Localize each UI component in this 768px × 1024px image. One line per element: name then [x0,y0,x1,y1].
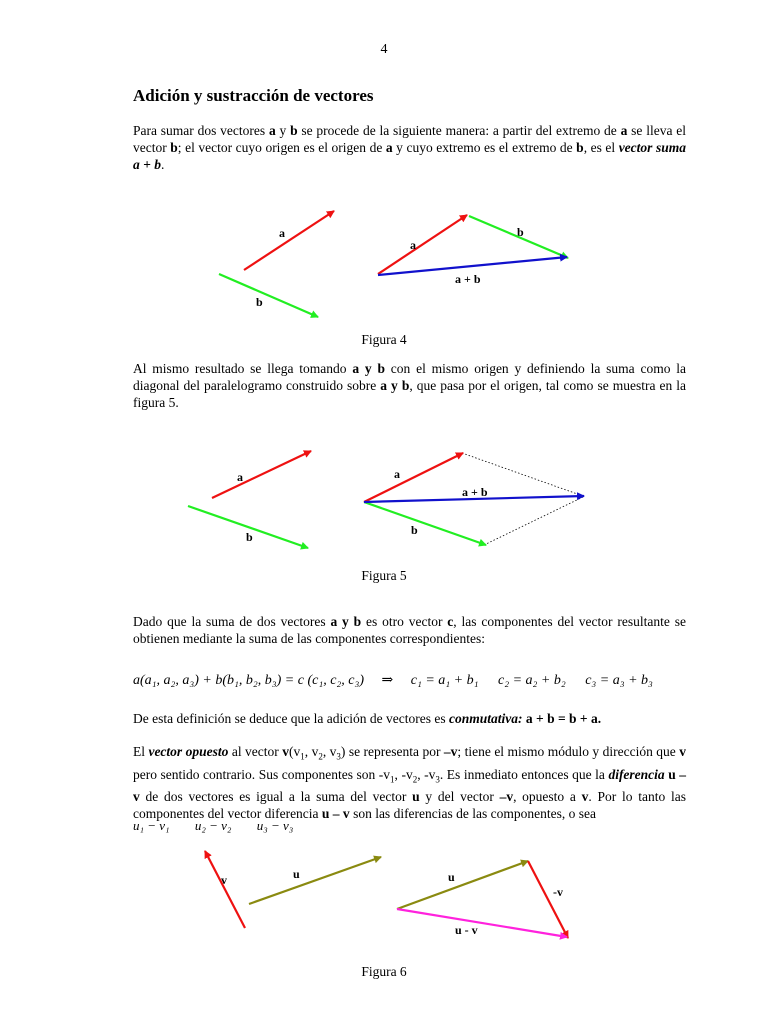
paragraph-commutative: De esta definición se deduce que la adición de vectores es conmutativa: a + b = b + a. [133,711,602,726]
component-differences [133,818,293,834]
formula-c2: c₂ = a₂ + b₂ [497,673,566,688]
diff-1: u₁ − v₁ [133,818,170,833]
diff-3: u₃ − v₃ [256,818,294,833]
label-b2: b [517,225,524,239]
label-b: b [246,530,253,544]
label-a2: a [410,238,416,252]
label-a: a [237,470,243,484]
page-number: 4 [380,42,388,57]
figure-6 [205,851,568,938]
label-b2: b [411,523,418,537]
section-title: Adición y sustracción de vectores [133,86,374,105]
formula-lhs: a(a₁, a₂, a₃) + b(b₁, b₂, b₃) = c (c₁, c₂, c₃) [133,673,365,688]
label-a: a [279,226,285,240]
component-formula [133,672,653,689]
paragraph-components: Dado que la suma de dos vectores a y b es otro vector c, las componentes del vector resultante se obtienen mediante la suma de las componentes correspondientes: [133,614,686,646]
label-sum: a + b [462,485,488,499]
label-u: u [293,867,300,881]
vector-diff [397,909,567,937]
vector-a [212,451,311,498]
vector-negv [528,861,568,938]
figure-6-caption: Figura 6 [361,964,407,979]
label-v: v [221,873,227,887]
vector-u-tail [397,861,528,909]
paragraph-parallelogram: Al mismo resultado se llega tomando a y b con el mismo origen y definiendo la suma como la diagonal del paralelogramo construido sobre a y b, que pasa por el origen, tal como se muestra en la figura 5. [133,361,687,410]
vector-b-parallelogram [364,502,486,545]
vector-a-parallelogram [364,453,463,502]
vector-b [219,274,318,317]
vector-a-tail [378,215,467,274]
label-b: b [256,295,263,309]
label-sum: a + b [455,272,481,286]
label-u2: u [448,870,455,884]
figure-5 [188,451,584,548]
implies-symbol: ⇒ [381,673,394,688]
paragraph-vector-sum: Para sumar dos vectores a y b se procede de la siguiente manera: a partir del extremo de a se lleva el vector b; el vector cuyo origen es el origen de a y cuyo extremo es el extremo de b, es el vector suma a + b. [133,123,687,172]
dotted-side-2 [484,497,583,545]
paragraph-opposite-vector: El vector opuesto al vector $v(v_1$, $v_2$, $v_3$) se representa por –v; tiene el mismo módulo y dirección que v pero sentido contrario. Sus componentes son $-v_1$, $-v_2$, $-v_3$. Es inmediato entonces que la diferencia u – v de dos vectores es igual a la suma del vector u y del vector –v, opuesto a v. Por lo tanto las componentes del vector diferencia u – v son las diferencias de las componentes, o sea [133,744,687,822]
vector-u [249,857,381,904]
figure-4-caption: Figura 4 [361,332,407,347]
vector-v [205,851,245,928]
figure-4 [219,211,568,317]
diff-2: u₂ − v₂ [194,818,232,833]
label-diff: u - v [455,923,478,937]
label-negv: -v [553,885,563,899]
label-a2: a [394,467,400,481]
formula-c1: c₁ = a₁ + b₁ [410,673,479,688]
vector-a [244,211,334,270]
formula-c3: c₃ = a₃ + b₃ [585,673,653,688]
figure-5-caption: Figura 5 [361,568,407,583]
